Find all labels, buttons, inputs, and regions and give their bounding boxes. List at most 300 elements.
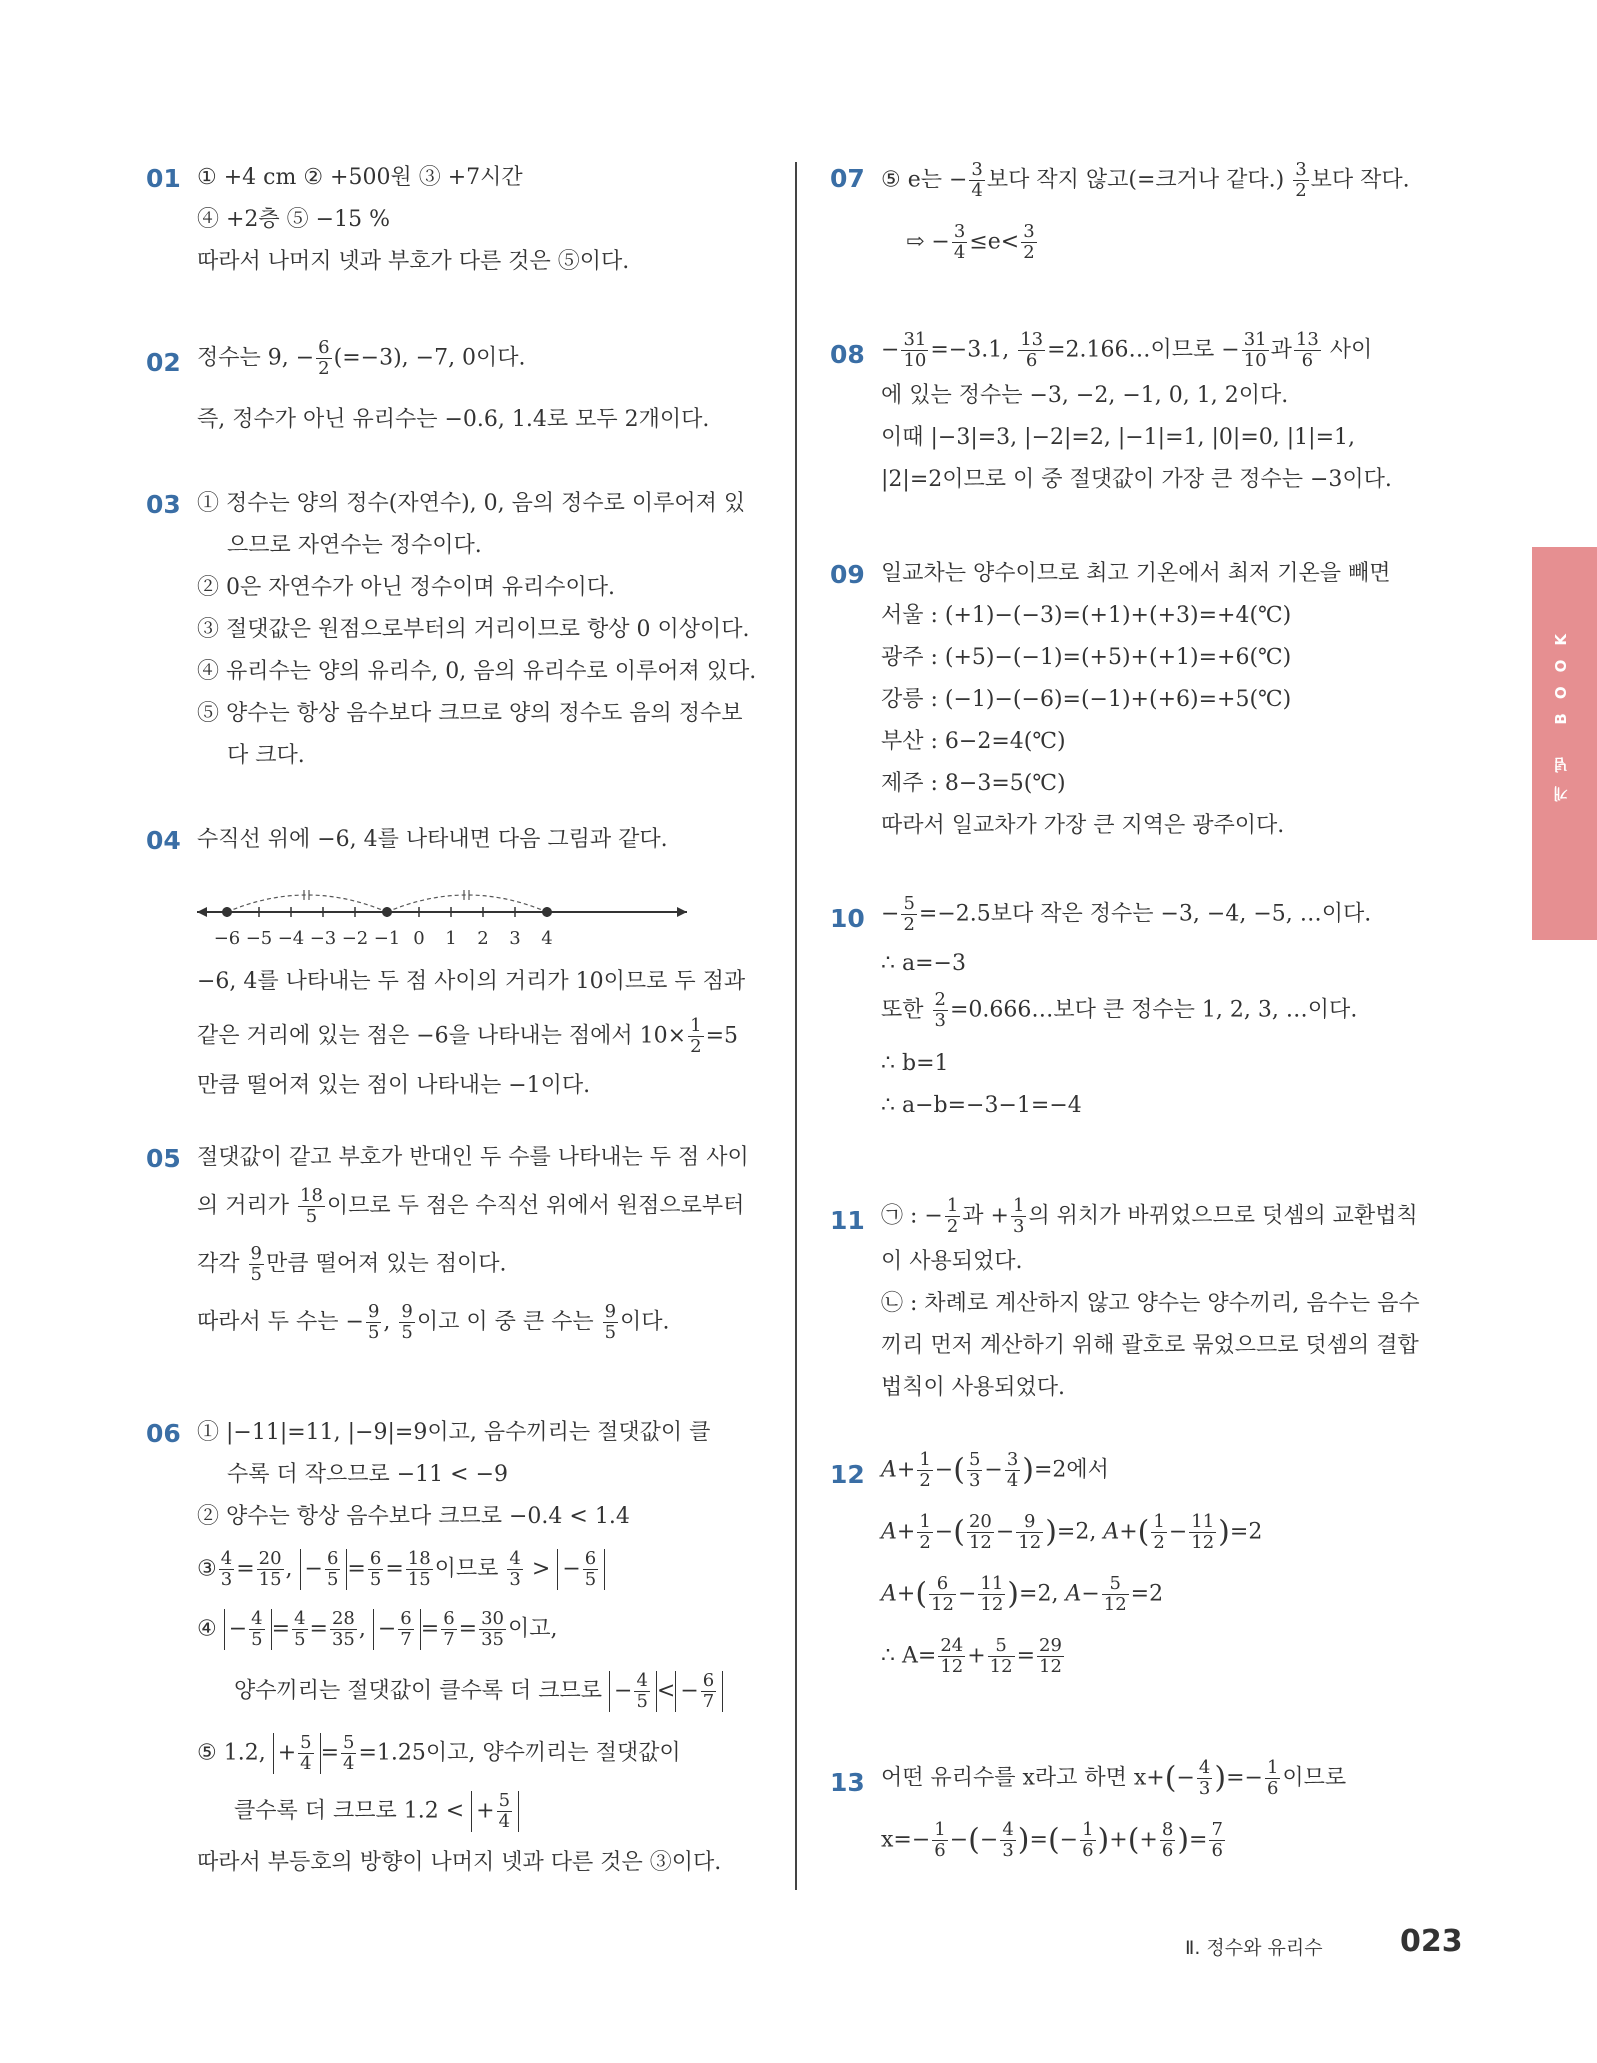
numerator: 9 [401,1301,413,1322]
fraction [330,1609,357,1650]
distance-arc-left [227,895,387,912]
answer-line: 제주 : 8−3=5(℃) [881,771,1066,796]
denominator: 4 [971,180,983,201]
problem-number: 03 [146,490,181,519]
answer-line: ② 양수는 항상 음수보다 크므로 −0.4 < 1.4 [197,1504,630,1529]
numerator: 4 [220,1548,233,1569]
text: 클수록 더 크므로 1.2 < [234,1798,465,1824]
paren: ( [1047,1822,1060,1858]
text: 과 [1270,337,1292,363]
problem-number: 10 [830,904,865,933]
text: + [476,1798,495,1824]
text: + [896,1457,916,1483]
text: =2 [1130,1581,1164,1607]
answer-line: 만큼 떨어져 있는 점이 나타내는 −1이다. [197,1073,591,1098]
denominator: 12 [940,1656,964,1677]
denominator: 3 [1012,1216,1025,1237]
answer-line: ④ +2층 ⑤ −15 % [197,207,390,232]
denominator: 3 [509,1569,521,1590]
text: = [271,1616,291,1642]
text: ≤e< [969,229,1020,255]
answer-line: ⑤ 양수는 항상 음수보다 크므로 양의 정수도 음의 정수보 [197,701,743,726]
numerator: 31 [1243,329,1267,350]
answer-line: 따라서 나머지 넷과 부호가 다른 것은 ⑤이다. [197,249,630,274]
absolute-value [373,1609,421,1650]
numerator: 5 [903,893,915,914]
tick-label: 0 [413,928,425,949]
text: ㉠ : − [881,1203,943,1229]
numerator: 6 [369,1548,382,1569]
numerator: 18 [300,1185,323,1206]
fraction [398,1609,413,1650]
fraction [1209,1820,1224,1861]
denominator: 2 [919,1470,931,1491]
fraction [933,990,948,1031]
fraction [1265,1758,1280,1799]
answer-line [197,1244,506,1285]
denominator: 10 [1243,350,1267,371]
absolute-value [300,1549,348,1590]
text: + [896,1519,916,1545]
numerator: 1 [919,1511,931,1532]
numerator: 1 [1082,1819,1094,1840]
answer-line [197,1302,670,1343]
numerator: 5 [1102,1574,1129,1595]
paren: ) [1218,1514,1230,1550]
fraction [1189,1512,1216,1553]
fraction [399,1302,414,1343]
paren: ) [1177,1822,1190,1858]
fraction [1018,330,1045,371]
numerator: 9 [604,1301,617,1322]
text: 의 거리가 [197,1193,296,1219]
answer-line: 따라서 일교차가 가장 큰 지역은 광주이다. [881,813,1285,838]
numerator: 6 [318,337,330,358]
fraction [441,1609,456,1650]
answer-line [197,1733,681,1774]
text: − [995,1519,1015,1545]
chapter-title: Ⅱ. 정수와 유리수 [1185,1937,1323,1959]
text: , [358,1616,366,1642]
text: + [1119,1519,1138,1545]
text: − [304,1556,323,1582]
numerator: 6 [400,1608,412,1629]
numerator: 5 [343,1732,355,1753]
numerator: 6 [326,1548,339,1569]
text: =2 [1229,1519,1263,1545]
tick-label: −3 [309,928,337,949]
paren: ) [1007,1576,1020,1612]
fraction [406,1549,433,1590]
text: + [277,1740,297,1766]
text: − [1168,1519,1188,1545]
numerator: 20 [258,1548,282,1569]
text: 의 위치가 바뀌었으므로 덧셈의 교환법칙 [1028,1203,1418,1229]
text: ⇨ − [906,229,950,255]
paren: ( [1127,1822,1140,1858]
answer-line [881,1196,1418,1237]
numerator: 30 [481,1608,504,1629]
tick-label: −6 [213,928,241,949]
answer-line: |2|=2이므로 이 중 절댓값이 가장 큰 정수는 −3이다. [881,467,1392,492]
paren: ) [1214,1760,1227,1796]
numerator: 13 [1020,329,1044,350]
text: 각각 [197,1251,247,1277]
numerator: 4 [251,1608,263,1629]
text: = [309,1616,328,1642]
fraction [1037,1636,1064,1677]
text: =0.666…보다 큰 정수는 1, 2, 3, …이다. [949,997,1358,1023]
numerator: 5 [300,1732,312,1753]
answer-line: ③ 절댓값은 원점으로부터의 거리이므로 항상 0 이상이다. [197,617,750,642]
problem-number: 06 [146,1419,181,1448]
point-minus-6 [222,907,232,917]
fraction [1000,1820,1015,1861]
tick-label: 4 [541,928,553,949]
answer-line [881,894,1371,935]
problem-number: 05 [146,1144,181,1173]
answer-line: 따라서 부등호의 방향이 나머지 넷과 다른 것은 ③이다. [197,1850,722,1875]
fraction [341,1733,356,1774]
column-divider [795,162,797,1890]
fraction [978,1574,1005,1615]
text: 보다 작다. [1310,167,1410,193]
text: 보다 작지 않고(=크거나 같다.) [986,167,1292,193]
answer-line: 법칙이 사용되었다. [881,1375,1066,1400]
text: − [228,1616,248,1642]
numerator: 4 [509,1548,521,1569]
numerator: 3 [1006,1449,1019,1470]
text: 또한 [881,997,931,1023]
denominator: 5 [251,1629,263,1650]
denominator: 12 [1191,1532,1215,1553]
fraction [917,1512,932,1553]
answer-line [881,1574,1163,1615]
text: 과 + [962,1203,1009,1229]
fraction [945,1196,960,1237]
text: ③ [197,1556,217,1582]
text: = [347,1556,366,1582]
answer-line: ④ 유리수는 양의 유리수, 0, 음의 유리수로 이루어져 있다. [197,659,757,684]
numerator: 5 [498,1790,511,1811]
denominator: 5 [584,1569,597,1590]
answer-line: ① +4 cm ② +500원 ③ +7시간 [197,165,523,190]
numerator: 6 [702,1670,715,1691]
text: 이므로 [434,1556,499,1582]
numerator: 4 [294,1608,306,1629]
text: − [1176,1765,1195,1791]
text: < [656,1678,676,1704]
denominator: 35 [481,1629,504,1650]
fraction [1294,330,1321,371]
text: = [420,1616,440,1642]
fraction [219,1549,234,1590]
denominator: 12 [980,1594,1004,1615]
numerator: 3 [1295,159,1307,180]
answer-line: ∴ a=−3 [881,951,966,976]
fraction [298,1186,325,1227]
problem-number: 01 [146,164,181,193]
text: ∴ A= [881,1643,937,1669]
denominator: 6 [934,1840,946,1861]
answer-line: 다 크다. [227,743,305,768]
numerator: 28 [331,1608,355,1629]
text: =2, [1056,1519,1104,1545]
answer-line [881,160,1410,201]
fraction [1102,1574,1129,1615]
text: − [614,1678,633,1704]
denominator: 6 [1211,1840,1223,1861]
text: 이고, [507,1616,558,1642]
answer-line [881,1512,1262,1553]
text: ⑤ e는 − [881,167,968,193]
answer-line [234,1671,723,1712]
numerator: 11 [1191,1511,1215,1532]
text: =2.166…이므로 − [1047,337,1240,363]
numerator: 1 [919,1449,931,1470]
denominator: 4 [1006,1470,1019,1491]
text: − [934,1457,954,1483]
denominator: 3 [220,1569,233,1590]
text: = [1029,1827,1048,1853]
paren: ) [1045,1514,1057,1550]
text: − [949,1827,969,1853]
fraction [1011,1196,1026,1237]
numerator: 6 [584,1548,597,1569]
text: =2에서 [1034,1457,1109,1483]
paren: ( [953,1452,965,1488]
fraction [249,1609,264,1650]
denominator: 2 [1295,180,1307,201]
tick-label: −5 [245,928,273,949]
text: A [1103,1519,1120,1545]
text: − [984,1457,1003,1483]
denominator: 12 [1039,1656,1062,1677]
answer-line: 으므로 자연수는 정수이다. [227,533,482,558]
fraction [366,1302,381,1343]
fraction [1197,1758,1212,1799]
numerator: 3 [971,159,983,180]
denominator: 12 [1018,1532,1042,1553]
text: − [377,1616,397,1642]
fraction [967,1512,994,1553]
problem-number: 07 [830,164,865,193]
text: = [1016,1643,1035,1669]
denominator: 5 [369,1569,382,1590]
paren: ( [953,1514,965,1550]
tick-label: 1 [445,928,457,949]
fraction [701,1671,716,1712]
denominator: 6 [1301,350,1314,371]
denominator: 10 [903,350,927,371]
fraction [298,1733,313,1774]
answer-line: 즉, 정수가 아닌 유리수는 −0.6, 1.4로 모두 2개이다. [197,407,710,432]
text: A [1065,1581,1082,1607]
numerator: 1 [946,1195,959,1216]
answer-line [234,1791,519,1832]
text: = [320,1740,340,1766]
fraction [316,338,331,379]
text: − [881,901,900,927]
numerator: 1 [1012,1195,1025,1216]
text: , [285,1556,293,1582]
numerator: 11 [980,1573,1004,1594]
fraction [988,1636,1015,1677]
text: − [881,337,900,363]
denominator: 5 [367,1322,380,1343]
numerator: 29 [1039,1635,1062,1656]
answer-line: ∴ a−b=−3−1=−4 [881,1093,1082,1118]
numerator: 4 [636,1670,648,1691]
problem-number: 13 [830,1768,865,1797]
denominator: 12 [989,1656,1013,1677]
text: = [385,1556,404,1582]
answer-line: ∴ b=1 [881,1051,949,1076]
text: 양수끼리는 절댓값이 클수록 더 크므로 [234,1678,603,1704]
denominator: 7 [702,1691,715,1712]
denominator: 6 [1161,1840,1174,1861]
denominator: 5 [401,1322,413,1343]
text: =5 [705,1023,738,1049]
fraction [952,222,967,263]
denominator: 2 [318,358,330,379]
numerator: 9 [250,1243,262,1264]
numerator: 6 [929,1574,956,1595]
answer-line [197,1016,738,1057]
denominator: 3 [1198,1778,1211,1799]
paren: ( [1164,1760,1177,1796]
fraction [479,1609,506,1650]
denominator: 7 [400,1629,412,1650]
answer-line: ㉡ : 차례로 계산하지 않고 양수는 양수끼리, 음수는 음수 [881,1291,1420,1316]
paren: ( [1137,1514,1150,1550]
fraction [1080,1820,1095,1861]
text: 어떤 유리수를 x라고 하면 x+ [881,1765,1165,1791]
fraction [1005,1450,1020,1491]
text: 이고 이 중 큰 수는 [416,1309,601,1335]
fraction [292,1609,307,1650]
denominator: 2 [919,1532,931,1553]
numerator: 7 [1211,1819,1223,1840]
answer-line: 일교차는 양수이므로 최고 기온에서 최저 기온을 빼면 [881,561,1391,586]
paren: ( [968,1822,980,1858]
numerator: 6 [443,1608,455,1629]
denominator: 3 [934,1010,946,1031]
absolute-value [273,1733,321,1774]
text: − [979,1827,999,1853]
fraction [1293,160,1308,201]
side-tab-label: 개념 BOOK [1552,620,1570,802]
answer-line: 광주 : (+5)−(−1)=(+5)+(+1)=+6(℃) [881,645,1292,670]
answer-line [197,338,526,379]
numerator: 1 [690,1015,702,1036]
denominator: 4 [498,1811,511,1832]
number-line-figure [197,870,697,960]
fraction [938,1636,965,1677]
text: 이므로 [1282,1765,1347,1791]
absolute-value [471,1791,519,1832]
denominator: 12 [1103,1594,1127,1615]
text: − [1081,1581,1100,1607]
text: = [1189,1827,1208,1853]
denominator: 5 [294,1629,306,1650]
numerator: 1 [934,1819,946,1840]
numerator: 9 [367,1301,380,1322]
fraction [603,1302,618,1343]
numerator: 20 [968,1511,992,1532]
text: + [896,1581,916,1607]
problem-number: 12 [830,1460,865,1489]
tick-label: 3 [509,928,521,949]
fraction [1151,1512,1166,1553]
text: 만큼 떨어져 있는 점이다. [265,1251,507,1277]
answer-line [197,1549,605,1590]
denominator: 6 [1082,1840,1094,1861]
answer-line [881,1758,1346,1799]
paren: ) [1017,1822,1030,1858]
denominator: 2 [903,914,915,935]
answer-line [197,1609,557,1650]
fraction [969,160,984,201]
denominator: 12 [968,1532,992,1553]
text: , [383,1309,398,1335]
fraction [688,1016,703,1057]
answer-line [906,222,1039,263]
text: ④ [197,1616,217,1642]
text: =−2.5보다 작은 정수는 −3, −4, −5, …이다. [918,901,1372,927]
fraction [1160,1820,1175,1861]
absolute-value [609,1671,657,1712]
problem-number: 04 [146,826,181,855]
answer-line: ① |−11|=11, |−9|=9이고, 음수끼리는 절댓값이 클 [197,1420,711,1445]
denominator: 5 [250,1264,262,1285]
tick-label: −1 [373,928,401,949]
fraction [932,1820,947,1861]
answer-line [197,1186,744,1227]
denominator: 2 [1023,242,1035,263]
denominator: 7 [443,1629,455,1650]
left-arrow [197,907,207,917]
denominator: 2 [690,1036,702,1057]
denominator: 3 [1002,1840,1014,1861]
absolute-value [557,1549,605,1590]
fraction [901,894,916,935]
text: A [881,1581,897,1607]
numerator: 18 [407,1548,431,1569]
answer-line: 에 있는 정수는 −3, −2, −1, 0, 1, 2이다. [881,383,1289,408]
right-arrow [677,907,687,917]
paren: ) [1022,1452,1034,1488]
numerator: 9 [1016,1512,1043,1533]
denominator: 4 [300,1753,312,1774]
fraction [901,330,928,371]
denominator: 2 [1153,1532,1165,1553]
text: 따라서 두 수는 − [197,1309,364,1335]
text: − [1059,1827,1079,1853]
denominator: 5 [326,1569,339,1590]
tick-label: −4 [277,928,305,949]
text: A [881,1457,897,1483]
text: =−3.1, [930,337,1017,363]
denominator: 5 [305,1206,318,1227]
numerator: 3 [953,221,966,242]
numerator: 13 [1295,329,1319,350]
fraction [257,1549,284,1590]
point-minus-1 [382,907,392,917]
denominator: 6 [1025,350,1038,371]
numerator: 4 [1198,1757,1211,1778]
answer-line [881,330,1372,371]
